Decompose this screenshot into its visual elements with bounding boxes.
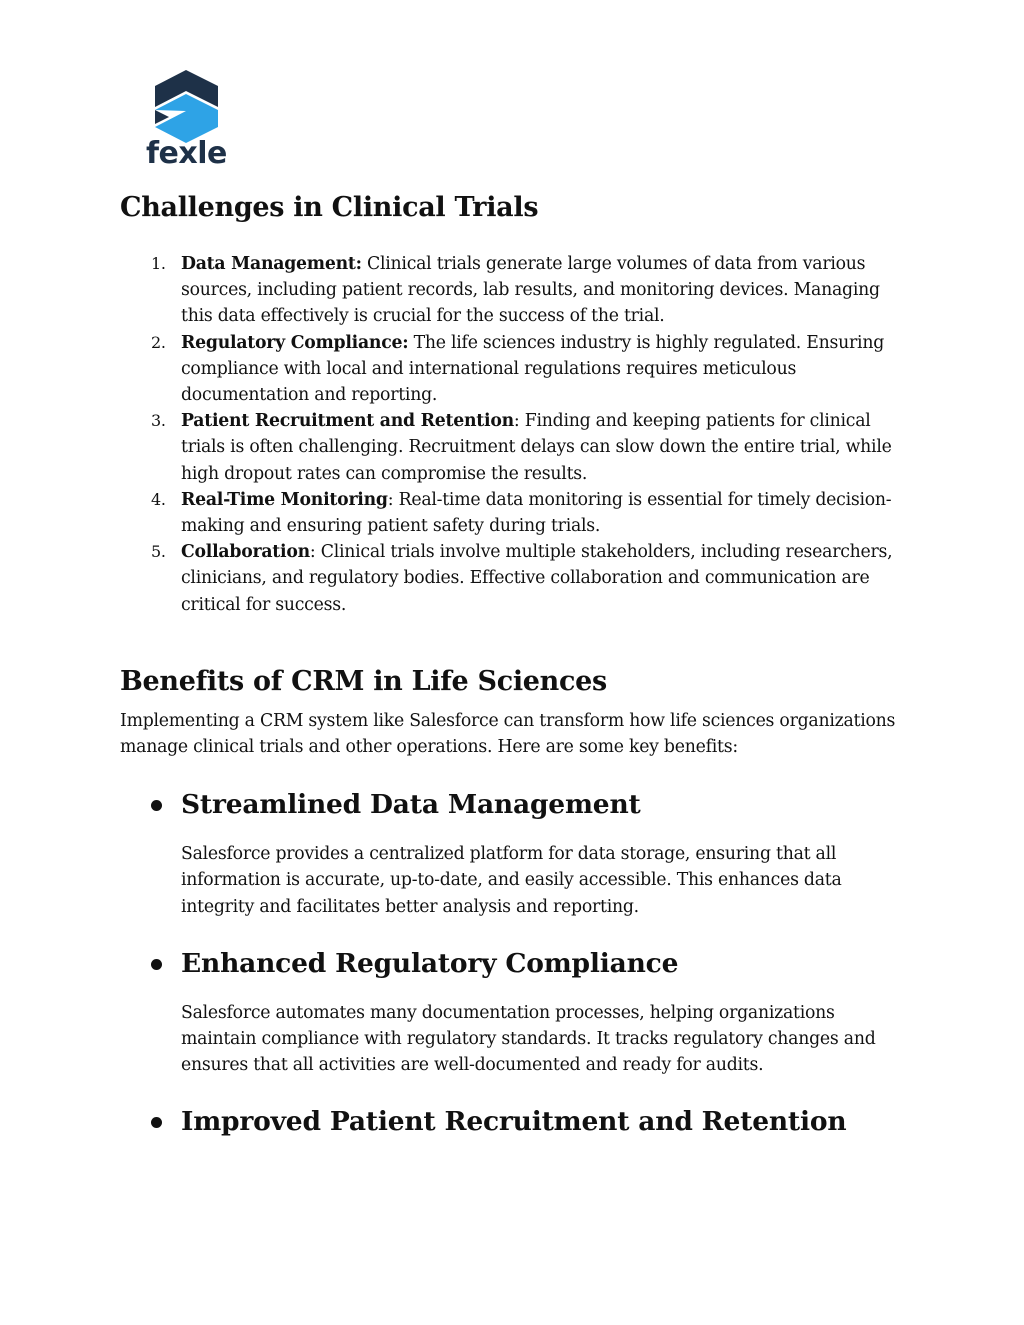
list-item	[120, 408, 910, 487]
list-term: Patient Recruitment and Retention	[181, 411, 514, 432]
fexle-logo-mark	[146, 70, 226, 144]
list-term: Data Management:	[181, 254, 362, 274]
benefit-section	[120, 788, 910, 920]
fexle-logo	[146, 70, 226, 174]
list-item	[120, 251, 910, 330]
list-text: : Clinical trials involve multiple stakeholders, including researchers, clinicians, and regulatory bodies. Effective collaboration and communication are critical for success.	[181, 542, 893, 615]
list-number: 2.	[151, 332, 166, 352]
benefit-section	[120, 947, 910, 1079]
list-text: : Real-time data monitoring is essential for timely decision-making and ensuring patient safety during trials.	[181, 489, 892, 537]
benefit-text: Salesforce automates many documentation processes, helping organizations maintain compliance with regulatory standards. It tracks regulatory changes and ensures that all activities are well-documented and ready for audits.	[181, 1002, 876, 1076]
benefits-intro: Implementing a CRM system like Salesforce can transform how life sciences organizations manage clinical trials and other operations. Here are some key benefits:	[120, 710, 896, 758]
list-text: The life sciences industry is highly regulated. Ensuring compliance with local and international regulations requires meticulous documentation and reporting.	[181, 332, 885, 406]
list-item	[120, 539, 910, 618]
benefit-section	[120, 1105, 910, 1139]
list-item	[120, 487, 910, 539]
bullet-icon	[151, 800, 162, 811]
list-number: 4.	[151, 489, 166, 509]
list-text: Clinical trials generate large volumes of data from various sources, including patient records, lab results, and monitoring devices. Managing this data effectively is crucial for the success of the trial.	[181, 254, 880, 327]
bullet-icon	[151, 959, 162, 970]
list-number: 5.	[151, 542, 166, 562]
list-number: 3.	[151, 411, 166, 431]
list-term: Collaboration	[181, 542, 310, 563]
list-text: : Finding and keeping patients for clinical trials is often challenging. Recruitment delays can slow down the entire trial, while high dropout rates can compromise the results.	[181, 411, 892, 484]
challenges-list	[120, 251, 910, 618]
benefit-heading: Enhanced Regulatory Compliance	[181, 947, 679, 979]
bullet-icon	[151, 1117, 162, 1128]
challenges-heading: Challenges in Clinical Trials	[120, 192, 539, 223]
benefit-heading: Improved Patient Recruitment and Retention	[181, 1106, 847, 1138]
list-item	[120, 330, 910, 409]
benefit-text: Salesforce provides a centralized platform for data storage, ensuring that all information is accurate, up-to-date, and easily accessible. This enhances data integrity and facilitates better analysis and reporting.	[181, 844, 842, 917]
logo-wordmark: fexle	[146, 136, 227, 171]
document-content	[120, 190, 910, 1139]
list-number: 1.	[151, 254, 166, 273]
benefits-heading: Benefits of CRM in Life Sciences	[120, 665, 607, 697]
list-term: Real-Time Monitoring	[181, 489, 388, 510]
list-term: Regulatory Compliance:	[181, 332, 409, 353]
benefit-heading: Streamlined Data Management	[181, 789, 641, 821]
